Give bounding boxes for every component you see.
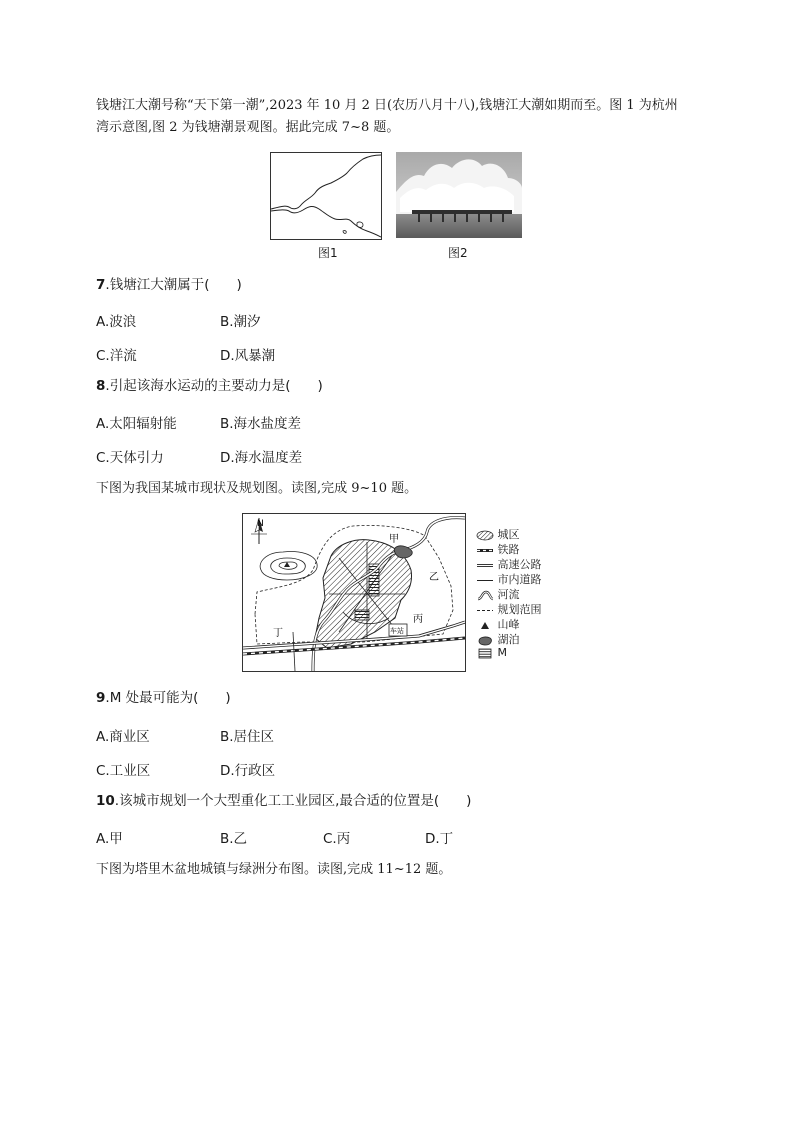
legend-urban — [476, 526, 520, 542]
intro-line-2: 湾示意图,图 2 为钱塘潮景观图。据此完成 7~8 题。 — [96, 120, 400, 135]
q10-option-d: D.丁 — [425, 831, 454, 847]
question-10-text: .该城市规划一个大型重化工工业园区,最合适的位置是( ) — [114, 793, 472, 809]
legend-highway — [476, 556, 542, 572]
q7-option-a: A.波浪 — [96, 314, 137, 330]
legend-city-road-label: 市内道路 — [497, 573, 542, 586]
q9-option-d: D.行政区 — [220, 763, 276, 779]
peak-triangle-icon — [476, 620, 494, 631]
figure-1-caption: 图1 — [318, 246, 338, 260]
question-7-text: .钱塘江大潮属于( ) — [105, 277, 242, 293]
q10-option-c: C.丙 — [323, 831, 351, 847]
legend-river-label: 河流 — [497, 588, 520, 601]
legend-highway-label: 高速公路 — [497, 558, 542, 571]
q8-option-c: C.天体引力 — [96, 450, 164, 466]
q10-option-b: B.乙 — [220, 831, 248, 847]
question-9 — [96, 690, 231, 706]
city-road-icon — [476, 575, 494, 586]
legend-lake-label: 湖泊 — [497, 633, 520, 646]
intro-line-1: 钱塘江大潮号称“天下第一潮”,2023 年 10 月 2 日(农历八月十八),钱塘江大潮如期而至。图 1 为杭州 — [96, 98, 678, 113]
lake-icon — [476, 635, 494, 646]
legend-urban-label: 城区 — [497, 528, 520, 541]
label-station: 车站 — [390, 627, 404, 635]
river-icon — [476, 590, 494, 601]
figure-1-hangzhou-bay-map — [270, 152, 382, 240]
city-planning-map — [242, 513, 466, 672]
urban-hatch-icon — [476, 530, 494, 541]
q8-option-d: D.海水温度差 — [220, 450, 303, 466]
north-label: N — [257, 519, 264, 529]
figure-2-caption: 图2 — [448, 246, 468, 260]
question-8-number: 8 — [96, 378, 106, 394]
legend-peak — [476, 616, 520, 632]
legend-planning-label: 规划范围 — [497, 603, 542, 616]
label-jia: 甲 — [389, 534, 399, 545]
question-10 — [96, 793, 471, 809]
q9-option-b: B.居住区 — [220, 729, 275, 745]
m-zone-icon — [476, 648, 494, 659]
legend-peak-label: 山峰 — [497, 618, 520, 631]
legend-lake — [476, 631, 520, 647]
label-yi: 乙 — [429, 572, 439, 583]
question-8-text: .引起该海水运动的主要动力是( ) — [105, 378, 323, 394]
q8-option-a: A.太阳辐射能 — [96, 416, 177, 432]
question-8 — [96, 378, 323, 394]
question-10-number: 10 — [96, 793, 115, 809]
legend-m-label: M — [497, 646, 507, 659]
highway-icon — [476, 560, 494, 571]
label-bing: 丙 — [413, 614, 423, 625]
q9-option-c: C.工业区 — [96, 763, 151, 779]
q8-option-b: B.海水盐度差 — [220, 416, 302, 432]
dashed-line-icon — [476, 605, 494, 616]
railway-icon — [476, 545, 494, 556]
hangzhou-bay-coastline — [271, 153, 381, 239]
label-ding: 丁 — [273, 628, 283, 639]
question-7-number: 7 — [96, 277, 106, 293]
legend-railway-label: 铁路 — [497, 543, 520, 556]
question-9-text: .M 处最可能为( ) — [105, 690, 231, 706]
legend-railway — [476, 541, 520, 557]
tidal-bore-image — [396, 152, 522, 238]
legend-m — [476, 646, 507, 659]
question-7 — [96, 277, 242, 293]
q7-option-d: D.风暴潮 — [220, 348, 276, 364]
legend-planning-boundary — [476, 601, 542, 617]
q9-option-a: A.商业区 — [96, 729, 150, 745]
question-9-number: 9 — [96, 690, 106, 706]
q7-option-b: B.潮汐 — [220, 314, 261, 330]
intro-2: 下图为我国某城市现状及规划图。读图,完成 9~10 题。 — [96, 481, 418, 496]
legend-river — [476, 586, 520, 602]
intro-3: 下图为塔里木盆地城镇与绿洲分布图。读图,完成 11~12 题。 — [96, 862, 452, 877]
q7-option-c: C.洋流 — [96, 348, 137, 364]
city-map-drawing — [243, 514, 465, 671]
figure-2-tidal-bore-photo — [396, 152, 522, 238]
legend-city-road — [476, 571, 542, 587]
q10-option-a: A.甲 — [96, 831, 123, 847]
mountain-peak-icon — [284, 562, 290, 567]
